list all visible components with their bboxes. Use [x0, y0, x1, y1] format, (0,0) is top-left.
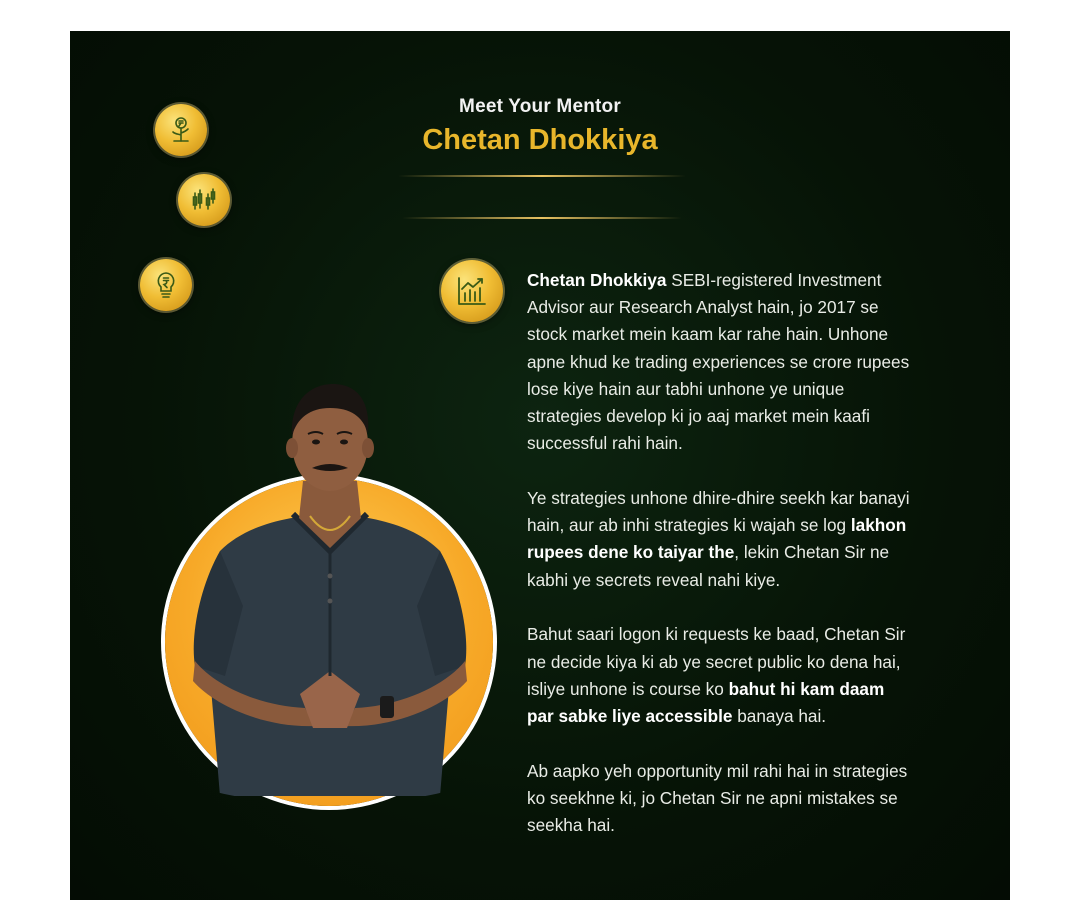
bio-p3-text-after: banaya hai.	[732, 706, 827, 727]
divider-bottom	[402, 217, 682, 219]
section-subtitle: Meet Your Mentor	[459, 96, 621, 117]
bio-p3-text-before: Bahut saari logon ki requests ke baad, Chetan Sir ne decide kiya ki ab ye secret public ko dena hai, isliye unhone is course ko	[527, 624, 906, 699]
mentor-portrait	[165, 376, 495, 796]
bio-paragraph-4	[527, 758, 911, 840]
bio-paragraph-3	[527, 621, 911, 730]
bio-p2-text-before: Ye strategies unhone dhire-dhire seekh kar banayi hain, aur ab inhi strategies ki wajah se log	[527, 488, 910, 536]
mentor-section	[70, 31, 1010, 900]
bio-paragraph-2	[527, 485, 911, 594]
rupee-plant-icon	[155, 104, 207, 156]
bio-p3-bold: bahut hi kam daam par sabke liye accessible	[527, 678, 885, 727]
divider-top	[398, 175, 686, 177]
rupee-bulb-icon	[140, 259, 192, 311]
bio-p4-text: Ab aapko yeh opportunity mil rahi hai in strategies ko seekhne ki, jo Chetan Sir ne apni mistakes se seekha hai.	[527, 760, 908, 836]
mentor-bio	[527, 267, 911, 867]
bio-p2-text-after: , lekin Chetan Sir ne kabhi ye secrets reveal nahi kiye.	[527, 542, 890, 590]
candlestick-chart-icon	[178, 174, 230, 226]
bio-p2-bold: lakhon rupees dene ko taiyar the	[527, 515, 907, 563]
mentor-name-heading: Chetan Dhokkiya	[422, 124, 658, 156]
growth-chart-icon	[441, 260, 503, 322]
bio-p1-text: SEBI-registered Investment Advisor aur Research Analyst hain, jo 2017 se stock market mein kaam kar rahe hain. Unhone apne khud ke trading experiences se crore rupees lose kiye hain aur tabhi unhone ye unique strategies develop ki jo aaj market mein kaafi successful rahi hain.	[527, 270, 910, 454]
bio-name-bold: Chetan Dhokkiya	[527, 270, 667, 290]
bio-paragraph-1	[527, 267, 911, 457]
